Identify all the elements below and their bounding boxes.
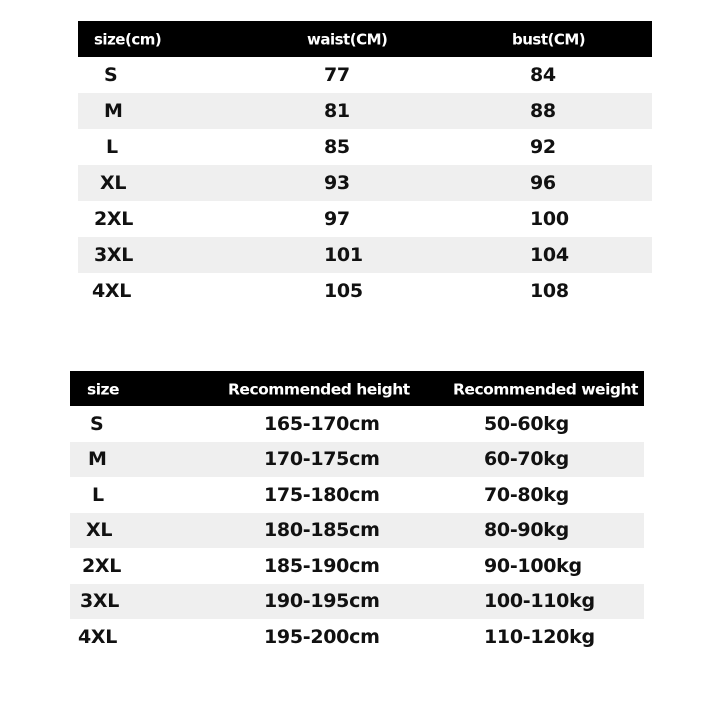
header-size: size(cm): [94, 30, 162, 49]
header-waist: waist(CM): [307, 30, 388, 49]
table-row: [78, 273, 652, 309]
table-row: [70, 442, 644, 478]
bust-cell: 96: [530, 172, 556, 194]
height-cell: 195-200cm: [264, 625, 380, 648]
table-row: [70, 548, 644, 584]
size-cell: L: [106, 136, 118, 158]
size-cell: 2XL: [82, 554, 122, 577]
size-cell: XL: [100, 172, 127, 194]
weight-cell: 50-60kg: [484, 412, 569, 435]
header-recommended-weight: Recommended weight: [453, 379, 638, 398]
bust-cell: 104: [530, 244, 569, 266]
size-cell: M: [104, 100, 123, 122]
waist-cell: 101: [324, 244, 363, 266]
table-row: [70, 584, 644, 620]
waist-cell: 85: [324, 136, 350, 158]
bust-cell: 92: [530, 136, 556, 158]
bust-cell: 84: [530, 64, 556, 86]
size-cell: 2XL: [94, 208, 134, 230]
size-cell: L: [92, 483, 104, 506]
weight-cell: 80-90kg: [484, 519, 569, 542]
waist-cell: 97: [324, 208, 350, 230]
table-row: [78, 237, 652, 273]
bust-cell: 88: [530, 100, 556, 122]
weight-cell: 110-120kg: [484, 625, 595, 648]
header-size: size: [87, 379, 120, 398]
bust-cell: 100: [530, 208, 569, 230]
header-recommended-height: Recommended height: [228, 379, 410, 398]
waist-cell: 77: [324, 64, 350, 86]
bust-cell: 108: [530, 280, 569, 302]
recommendation-size-table: [70, 371, 644, 655]
weight-cell: 70-80kg: [484, 483, 569, 506]
size-cell: S: [90, 412, 104, 435]
weight-cell: 90-100kg: [484, 554, 582, 577]
table-row: [70, 406, 644, 442]
size-cell: S: [104, 64, 118, 86]
size-cell: 3XL: [80, 590, 120, 613]
table-row: [70, 513, 644, 549]
size-cell: 4XL: [78, 625, 118, 648]
measurement-size-table: [78, 21, 652, 309]
table-row: [78, 93, 652, 129]
table-row: [70, 477, 644, 513]
size-cell: 3XL: [94, 244, 134, 266]
waist-cell: 81: [324, 100, 350, 122]
size-cell: 4XL: [92, 280, 132, 302]
waist-cell: 105: [324, 280, 363, 302]
table-row: [78, 57, 652, 93]
weight-cell: 100-110kg: [484, 590, 595, 613]
measurement-table-header: [78, 21, 652, 57]
weight-cell: 60-70kg: [484, 448, 569, 471]
height-cell: 170-175cm: [264, 448, 380, 471]
height-cell: 180-185cm: [264, 519, 380, 542]
table-row: [70, 619, 644, 655]
waist-cell: 93: [324, 172, 350, 194]
size-cell: XL: [86, 519, 113, 542]
height-cell: 185-190cm: [264, 554, 380, 577]
height-cell: 175-180cm: [264, 483, 380, 506]
recommendation-table-header: [70, 371, 644, 406]
table-row: [78, 129, 652, 165]
size-cell: M: [88, 448, 107, 471]
height-cell: 190-195cm: [264, 590, 380, 613]
table-row: [78, 165, 652, 201]
header-bust: bust(CM): [512, 30, 586, 49]
height-cell: 165-170cm: [264, 412, 380, 435]
table-row: [78, 201, 652, 237]
